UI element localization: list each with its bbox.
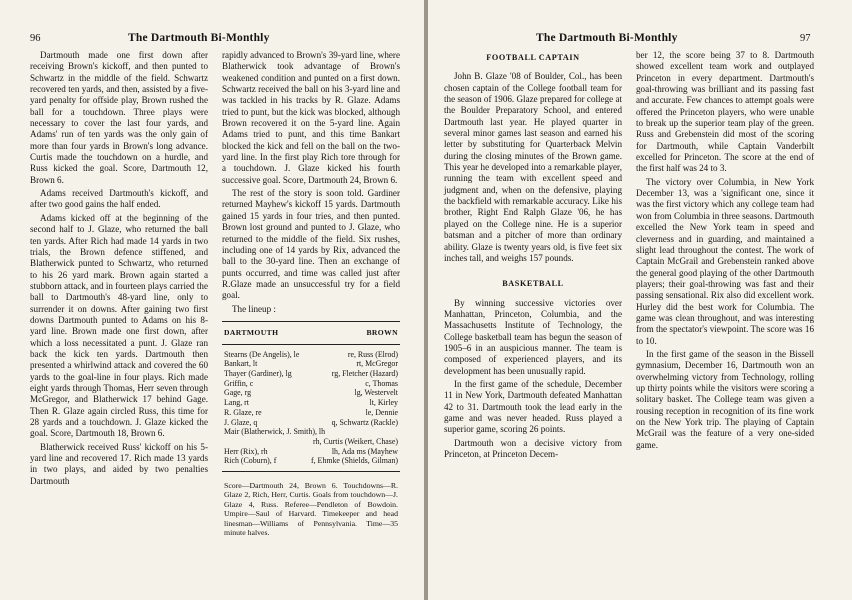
paragraph: In the first game of the season in the Bissell gymnasium, December 16, Dartmouth won an overwhelming victory from Technology, rolling up thirty points while the visitors were scoring a solitary basket. The College team was given a rousing reception in recognition of its fine work on the New York trip. The playing of Captain McGrail was the feature of a very one-sided game. xyxy=(636,348,814,450)
lineup-row xyxy=(222,388,400,398)
page-number: 97 xyxy=(800,33,811,44)
text-column-2 xyxy=(636,50,814,453)
paragraph: The victory over Columbia, in New York December 13, was a 'significant one, since it was the first victory which any college team had won from Columbia in three seasons. Dartmouth excelled the New York team in speed and cleverness and in guarding, and maintained a slight lead throughout the contest. The work of Captain McGrail and Grebenstein ranked above the general good playing of the other Dartmouth players; their goal-throwing was fast and their passing sensational. Rix also did excellent work. Hurley did the best work for Columbia. The game was clean throughout, and was interesting from the spectator's viewpoint. The score was 16 to 10. xyxy=(636,176,814,346)
running-head: The Dartmouth Bi-Monthly xyxy=(128,32,270,44)
dartmouth-player: Rich (Coburn), f xyxy=(224,456,277,466)
section-heading: FOOTBALL CAPTAIN xyxy=(486,53,580,62)
brown-player: rt, McGregor xyxy=(356,359,398,369)
dartmouth-player: J. Glaze, q xyxy=(224,417,258,427)
brown-player: lt, Kirley xyxy=(369,398,398,408)
game-summary: Score—Dartmouth 24, Brown 6. Touchdowns—R. Glaze 2, Rich, Herr, Curtis. Goals from touchdown—J. Glaze 4, Russ. Referee—Pendleton of Bowdoin. Umpire—Saul of Harvard. Timekeeper and head linesman—Williams of Pennsylvania. Time—35 minute halves. xyxy=(224,481,398,538)
brown-player: le, Dennie xyxy=(365,407,398,417)
paragraph: Adams received Dartmouth's kickoff, and after two good gains the half ended. xyxy=(30,188,208,210)
lineup-header xyxy=(222,322,400,344)
right-page xyxy=(428,0,852,600)
dartmouth-player: Griffin, c xyxy=(224,378,254,388)
dartmouth-player: Stearns (De Angelis), le xyxy=(224,349,300,359)
lineup-row xyxy=(222,379,400,389)
dartmouth-player: Mair (Blatherwick, J. Smith), lh xyxy=(224,427,326,437)
page-number: 96 xyxy=(30,33,41,44)
lineup-row xyxy=(222,350,400,360)
text-column-1 xyxy=(30,50,208,489)
lineup-row xyxy=(222,427,400,437)
lineup-row xyxy=(222,359,400,369)
lineup-table xyxy=(222,321,400,538)
paragraph: Dartmouth won a decisive victory from Princeton, at Princeton Decem- xyxy=(444,437,622,459)
text-column-2 xyxy=(222,50,400,537)
lineup-row xyxy=(222,418,400,428)
dartmouth-player: Lang, rt xyxy=(224,398,249,408)
text-column-1 xyxy=(444,50,622,462)
brown-player: rg, Fletcher (Hazard) xyxy=(331,369,398,379)
lineup-row xyxy=(222,398,400,408)
running-head: The Dartmouth Bi-Monthly xyxy=(536,32,678,44)
dartmouth-player: Bankart, lt xyxy=(224,359,258,369)
left-page xyxy=(0,0,424,600)
brown-player: re, Russ (Elrod) xyxy=(347,349,398,359)
paragraph: The rest of the story is soon told. Gardiner returned Mayhew's kickoff 15 yards. Dartmouth gained 15 yards in four tries, and then punted. Brown lost ground and punted to J. Glaze, who returned to the middle of the field. Six rushes, including one of 14 yards by Rix, advanced the ball to the 30-yard line. Then an exchange of punts occurred, and time was called just after R.Glaze made an unsuccessful try for a field goal. xyxy=(222,188,400,301)
dartmouth-player: R. Glaze, re xyxy=(224,407,262,417)
lineup-row xyxy=(222,456,400,466)
lineup-row xyxy=(222,437,400,447)
dartmouth-player: Gage, rg xyxy=(224,388,252,398)
brown-player: c, Thomas xyxy=(365,378,398,388)
brown-player: rh, Curtis (Weikert, Chase) xyxy=(312,436,398,446)
dartmouth-player: Herr (Rix), rh xyxy=(224,446,268,456)
dartmouth-player: Thayer (Gardiner), lg xyxy=(224,369,292,379)
paragraph: rapidly advanced to Brown's 39-yard line, where Blatherwick took advantage of Brown's weakened condition and punted on a first down. Schwartz received the ball on his 3-yard line and was tackled in his tracks by R. Glaze. Adams tried to punt, but the kick was blocked, although Brown recovered it on the 5-yard line. Again Adams tried to punt, and this time Bankart blocked the kick and fell on the ball on the two-yard line. In the first play Rich tore through for a touchdown. J. Glaze kicked his fourth successive goal. Score, Dartmouth 24, Brown 6. xyxy=(222,50,400,185)
lineup-row xyxy=(222,408,400,418)
brown-player: q, Schwartz (Rackle) xyxy=(331,417,398,427)
brown-player: lh, Ada ms (Mayhew xyxy=(331,446,398,456)
paragraph: Adams kicked off at the beginning of the second half to J. Glaze, who returned the ball ten yards. After Rich had made 14 yards in two trials, the Brown defence stiffened, and Blatherwick punted to Schwartz, who returned to his 26 yard mark. Brown again started a stubborn attack, and in fourteen plays carried the ball to Dartmouth's 48-yard line, only to surrender it on downs. After gaining two first downs Dartmouth punted to Adams on his 8-yard line. Brown made one first down, after which a loss necessitated a punt. J. Glaze ran back the kick ten yards. Dartmouth then presented a whirlwind attack and covered the 60 yards to the goal-line in four plays. Rich made eight yards through Thomas, Herr seven through McGregor, and Blatherwick 17 behind Gage. Then R. Glaze again circled Russ, this time for 28 yards and a touchdown. J. Glaze kicked the goal. Score, Dartmouth 18, Brown 6. xyxy=(30,212,208,439)
dartmouth-header: DARTMOUTH xyxy=(224,327,279,337)
brown-player: lg, Westervelt xyxy=(354,388,398,398)
paragraph: The lineup : xyxy=(232,303,276,314)
table-rule xyxy=(222,471,400,472)
paragraph: Blatherwick received Russ' kickoff on his 5-yard line and recovered 17. Rich made 13 yards in two plays, and aided by two penalties Dartmouth xyxy=(30,441,208,486)
paragraph: Dartmouth made one first down after receiving Brown's kickoff, and then punted to Schwartz in the middle of the field. Schwartz recovered ten yards, and then, assisted by a five-yard penalty for offside play, Brown rushed the ball for a touchdown. Three plays were necessary to cover the last four yards, and Adams' run of ten yards was the only gain of more than four yards in Brown's long advance. Curtis made the touchdown on a hurdle, and Russ kicked the goal. Score, Dartmouth 12, Brown 6. xyxy=(30,50,208,185)
section-heading: BASKETBALL xyxy=(502,279,564,289)
lineup-row xyxy=(222,369,400,379)
paragraph: In the first game of the schedule, December 11 in New York, Dartmouth defeated Manhattan 42 to 31. Dartmouth took the lead early in the game and was never headed. Russ played a superior game, scoring 26 points. xyxy=(444,378,622,435)
lineup-row xyxy=(222,447,400,457)
paragraph: By winning successive victories over Manhattan, Princeton, Columbia, and the Massachusetts Institute of Technology, the College basketball team has begun the season of 1905–6 in an auspicious manner. The team is composed of experienced players, and its development has been unusually rapid. xyxy=(444,297,622,376)
brown-header: BROWN xyxy=(366,327,398,337)
paragraph: John B. Glaze '08 of Boulder, Col., has been chosen captain of the College football team for the season of 1906. Glaze prepared for college at the Boulder Preparatory School, and entered Dartmouth last year. He played quarter in several minor games last season and earned his letter by substituting for Quarterback Melvin during the closing minutes of the Brown game. This year he developed into a remarkable player, running the team with excellent speed and judgment and, when on the defensive, playing the backfield with remarkable accuracy. Like his brother, Right End Ralph Glaze '06, he has played on the College nine. He is a superior batsman and a pitcher of more than ordinary ability. Glaze is twenty years old, is five feet six inches tall, and weighs 157 pounds. xyxy=(444,71,623,263)
paragraph: ber 12, the score being 37 to 8. Dartmouth showed excellent team work and outplayed Princeton in every department. Dartmouth's goal-throwing was brilliant and its passing fast and accurate. Few chances to attempt goals were offered the Princeton players, who were unable to break up the superior team play of the green. Russ and Grebenstein did most of the scoring for Dartmouth, while Captain Vanderbilt excelled for Princeton. The score at the end of the first half was 24 to 3. xyxy=(636,50,814,174)
brown-player: f, Ehmke (Shields, Gilman) xyxy=(310,456,398,466)
